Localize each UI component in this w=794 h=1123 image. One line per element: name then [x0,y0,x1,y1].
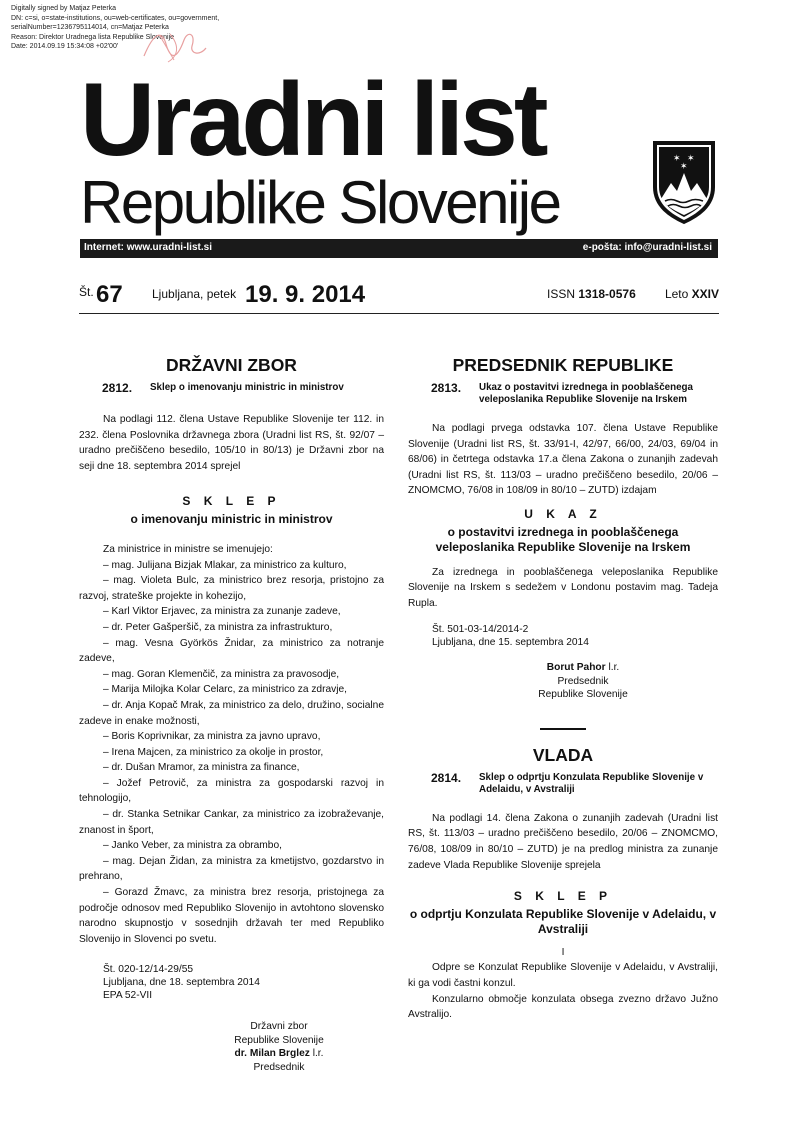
issue-number-label: Št. [79,285,94,299]
list-item: – Gorazd Žmavc, za ministra brez resorja, pristojnega za področje odnosov med Republiko Slovenijo in avtohtono slovensko narodno skupnostjo v sosednjih državah ter med Republiko Slovenijo in Slovenci po svetu. [79,887,384,945]
decision-subtitle: o imenovanju ministric in ministrov [130,511,333,526]
masthead-subtitle: Republike Slovenije [80,169,560,236]
email-link[interactable]: e-pošta: info@uradni-list.si [582,242,712,253]
act-preamble: Na podlagi prvega odstavka 107. člena Ustave Republike Slovenije (Uradni list RS, št. 33/91-I, 42/97, 66/00, 24/03, 69/04 in 68/06) in četrtega odstavka 17.a člena Zakona o zunanjih zadevah (Uradni list RS, št. 113/03 – uradno prečiščeno besedilo, 20/06 – ZNOMCMO, 76/08 in 108/09 in 80/10 – ZUTD) izdajam [408,423,718,497]
signature-line: Digitally signed by Matjaz Peterka [11,5,117,12]
right-column [408,354,718,1023]
issue-place: Ljubljana, petek [152,287,237,301]
list-item: – dr. Anja Kopač Mrak, za ministrico za delo, družino, socialne zadeve in enake možnosti, [79,699,384,727]
ministers-list [79,558,384,948]
list-item: – Irena Majcen, za ministrico za okolje in prostor, [103,746,324,758]
list-item: – dr. Dušan Mramor, za ministra za finance, [103,762,300,774]
issn: ISSN 1318-0576 [547,287,636,301]
list-item: – dr. Stanka Setnikar Cankar, za ministrico za izobraževanje, znanost in šport, [79,809,384,836]
list-item: – Janko Veber, za ministra za obrambo, [103,840,282,852]
signatory-name: dr. Milan Brglez [234,1048,310,1060]
list-item: – Boris Koprivnikar, za ministra za javno upravo, [103,731,321,743]
act-heading: 2814. Sklep o odprtju Konzulata Republike Slovenije v Adelaidu, v Avstraliji [431,770,704,795]
svg-text:✶: ✶ [673,154,681,164]
decree-subtitle: o postavitvi izrednega in pooblaščenega veleposlanika Republike Slovenije na Irskem [435,524,691,554]
list-item: – mag. Dejan Židan, za ministra za kmetijstvo, gozdarstvo in prehrano, [79,855,384,883]
reference-date: Ljubljana, dne 15. septembra 2014 [432,637,589,649]
masthead-title: Uradni list [80,62,545,178]
list-item: – mag. Violeta Bulc, za ministrico brez resorja, pristojno za razvoj, strateške projekte in kohezijo, [79,575,384,602]
volume-year: Leto XXIV [664,287,719,301]
issue-line [79,281,719,311]
left-column [79,354,384,1074]
signature-line: serialNumber=1236795114014, cn=Matjaz Peterka [11,24,169,32]
list-intro: Za ministrice in ministre se imenujejo: [103,543,273,555]
list-item: – Jožef Petrovič, za ministra za gospodarski razvoj in tehnologijo, [79,777,384,805]
issue-number: 67 [96,281,123,308]
website-link[interactable]: Internet: www.uradni-list.si [84,242,212,253]
act-heading: 2812. Sklep o imenovanju ministric in ministrov [102,381,344,395]
paragraph: Konzularno območje konzulata obsega zvezno državo Južno Avstralijo. [408,993,718,1021]
list-item: – Karl Viktor Erjavec, za ministra za zunanje zadeve, [103,606,341,618]
coat-of-arms-icon [651,139,717,225]
svg-text:✶: ✶ [680,162,688,172]
signature-block: Državni zbor Republike Slovenije dr. Milan Brglez l.r. Predsednik [234,1021,324,1073]
signature-block: Borut Pahor l.r. Predsednik Republike Slovenije [538,662,628,701]
decision-subtitle: o odprtju Konzulata Republike Slovenije v Adelaidu, v Avstraliji [409,906,717,936]
act-preamble: Na podlagi 112. člena Ustave Republike Slovenije ter 112. in 232. člena Poslovnika državnega zbora (Uradni list RS, št. 92/07 – uradno prečiščeno besedilo, 105/10 in 80/13) je Državni zbor na seji dne 18. septembra 2014 sprejel [79,414,384,472]
act-heading: 2813. Ukaz o postavitvi izrednega in pooblaščenega veleposlanika Republike Slovenije na Irskem [431,381,693,405]
decision-label: S K L E P [513,889,613,904]
handwritten-signature [140,26,210,66]
reference-block [79,963,384,1002]
reference-number: Št. 501-03-14/2014-2 [432,624,529,636]
masthead-contact-bar [80,239,718,258]
reference-date: Ljubljana, dne 18. septembra 2014 [103,977,260,989]
reference-block [408,623,718,649]
paragraph: Odpre se Konzulat Republike Slovenije v Adelaidu, v Avstraliji, ki ga vodi častni konzul. [408,962,718,989]
reference-epa: EPA 52-VII [103,990,153,1002]
section-heading: DRŽAVNI ZBOR [166,355,297,375]
section-heading: PREDSEDNIK REPUBLIKE [452,355,674,375]
section-separator [540,728,586,730]
article-number: I [561,946,565,958]
signature-line: Date: 2014.09.19 15:34:08 +02'00' [11,43,119,51]
list-item: – mag. Julijana Bizjak Mlakar, za ministrico za kulturo, [103,559,347,571]
reference-number: Št. 020-12/14-29/55 [103,964,194,976]
decree-text: Za izrednega in pooblaščenega veleposlanika Republike Slovenije na Irskem s sedežem v Londonu postavim mag. Tadeja Rupla. [408,566,718,609]
decree-label: U K A Z [524,506,602,521]
issue-date: 19. 9. 2014 [245,281,366,308]
list-item: – dr. Peter Gašperšič, za ministra za infrastrukturo, [103,621,333,633]
list-item: – Marija Milojka Kolar Celarc, za ministrico za zdravje, [103,684,348,696]
list-item: – mag. Goran Klemenčič, za ministra za pravosodje, [103,668,340,680]
signature-line: Reason: Direktor Uradnega lista Republike Slovenije [11,33,175,41]
list-item: – mag. Vesna Györkös Žnidar, za ministrico za notranje zadeve, [79,637,384,665]
header-divider [79,313,719,314]
signatory-name: Borut Pahor [546,662,606,674]
signature-line: DN: c=si, o=state-institutions, ou=web-certificates, ou=government, [11,14,220,22]
svg-text:✶: ✶ [687,154,695,164]
decision-label: S K L E P [182,494,281,509]
act-preamble: Na podlagi 14. člena Zakona o zunanjih zadevah (Uradni list RS, št. 113/03 – uradno prečiščeno besedilo, 20/06 – ZNOMCMO, 76/08, 108/09 in 80/10 – ZUTD) je na predlog ministra za zunanje zadeve Vlada Republike Slovenije sprejela [408,812,718,871]
section-heading: VLADA [532,744,594,765]
